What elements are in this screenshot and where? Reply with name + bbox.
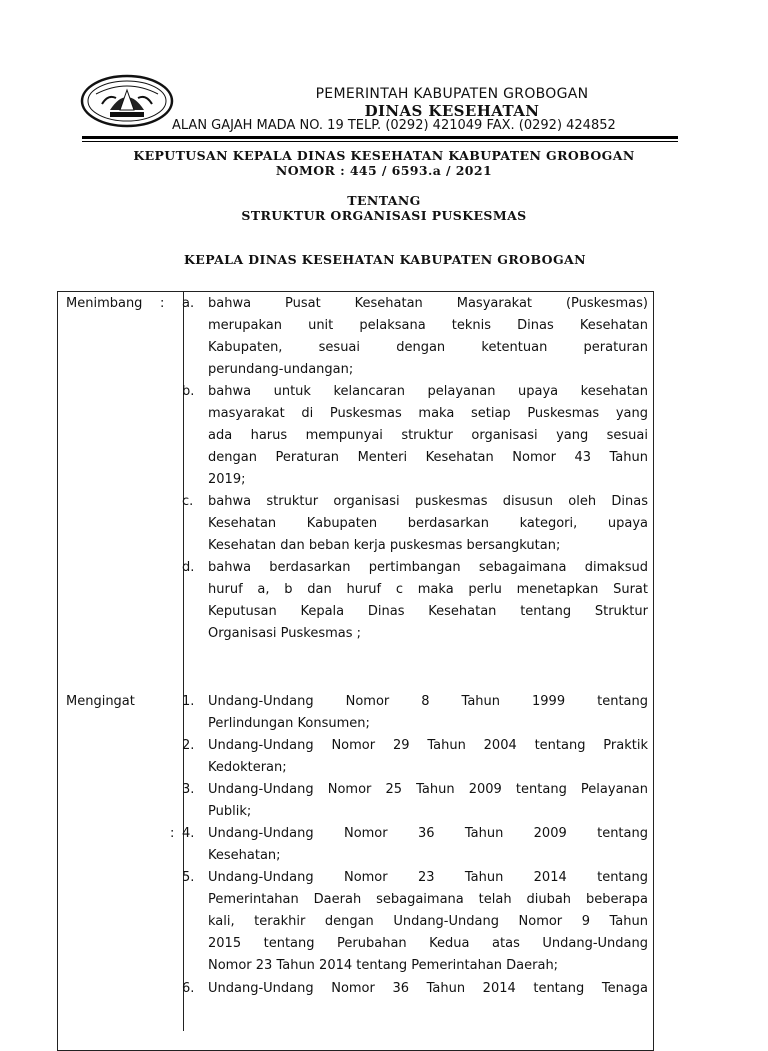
- mengingat-marker: 5.: [182, 870, 195, 885]
- decree-issuer: KEPALA DINAS KESEHATAN KABUPATEN GROBOGAN: [184, 252, 586, 267]
- mengingat-2-line: Kedokteran;: [208, 760, 287, 775]
- mengingat-3-line: Undang-Undang Nomor 25 Tahun 2009 tentang Pelayanan: [208, 782, 648, 797]
- menimbang-c-line: Kesehatan dan beban kerja puskesmas bersangkutan;: [208, 538, 561, 553]
- menimbang-a-line: merupakan unit pelaksana teknis Dinas Kesehatan: [208, 318, 648, 333]
- mengingat-5-line: Nomor 23 Tahun 2014 tentang Pemerintahan Daerah;: [208, 958, 559, 973]
- decree-number: NOMOR : 445 / 6593.a / 2021: [275, 163, 493, 178]
- mengingat-5-line: kali, terakhir dengan Undang-Undang Nomor 9 Tahun: [208, 914, 648, 929]
- letterhead-agency: DINAS KESEHATAN: [364, 102, 540, 120]
- menimbang-a-line: Kabupaten, sesuai dengan ketentuan peraturan: [208, 340, 648, 355]
- menimbang-c-line: bahwa struktur organisasi puskesmas disusun oleh Dinas: [208, 494, 648, 509]
- menimbang-label: Menimbang: [66, 296, 143, 311]
- menimbang-b-line: 2019;: [208, 472, 246, 487]
- mengingat-1-line: Perlindungan Konsumen;: [208, 716, 370, 731]
- menimbang-d-line: Keputusan Kepala Dinas Kesehatan tentang Struktur: [208, 604, 648, 619]
- table-column-divider: [183, 291, 184, 1031]
- menimbang-d-line: Organisasi Puskesmas ;: [208, 626, 362, 641]
- mengingat-2-line: Undang-Undang Nomor 29 Tahun 2004 tentang Praktik: [208, 738, 648, 753]
- decree-title: KEPUTUSAN KEPALA DINAS KESEHATAN KABUPATEN GROBOGAN: [133, 148, 635, 163]
- mengingat-1-line: Undang-Undang Nomor 8 Tahun 1999 tentang: [208, 694, 648, 709]
- mengingat-marker: 1.: [182, 694, 195, 709]
- letterhead-government: PEMERINTAH KABUPATEN GROBOGAN: [315, 86, 589, 102]
- mengingat-4-line: Kesehatan;: [208, 848, 281, 863]
- menimbang-d-line: bahwa berdasarkan pertimbangan sebagaimana dimaksud: [208, 560, 648, 575]
- mengingat-3-line: Publik;: [208, 804, 252, 819]
- menimbang-marker: d.: [182, 560, 195, 575]
- mengingat-marker: 3.: [182, 782, 195, 797]
- decree-about: TENTANG: [347, 193, 421, 208]
- menimbang-marker: b.: [182, 384, 195, 399]
- menimbang-a-line: perundang-undangan;: [208, 362, 354, 377]
- menimbang-marker: c.: [182, 494, 194, 509]
- menimbang-c-line: Kesehatan Kabupaten berdasarkan kategori, upaya: [208, 516, 648, 531]
- mengingat-5-line: Undang-Undang Nomor 23 Tahun 2014 tentang: [208, 870, 648, 885]
- letterhead-rule-thin: [82, 141, 678, 142]
- mengingat-6-line: Undang-Undang Nomor 36 Tahun 2014 tentang Tenaga: [208, 981, 648, 996]
- decree-subject: STRUKTUR ORGANISASI PUSKESMAS: [241, 208, 527, 223]
- grobogan-regency-emblem: [80, 74, 174, 128]
- menimbang-b-line: dengan Peraturan Menteri Kesehatan Nomor 43 Tahun: [208, 450, 648, 465]
- mengingat-marker: 2.: [182, 738, 195, 753]
- menimbang-b-line: bahwa untuk kelancaran pelayanan upaya kesehatan: [208, 384, 648, 399]
- menimbang-b-line: masyarakat di Puskesmas maka setiap Puskesmas yang: [208, 406, 648, 421]
- mengingat-label: Mengingat: [66, 694, 135, 709]
- menimbang-b-line: ada harus mempunyai struktur organisasi yang sesuai: [208, 428, 648, 443]
- mengingat-marker: 4.: [182, 826, 195, 841]
- menimbang-colon: :: [160, 296, 165, 311]
- letterhead-address: ALAN GAJAH MADA NO. 19 TELP. (0292) 421049 FAX. (0292) 424852: [172, 118, 616, 133]
- menimbang-d-line: huruf a, b dan huruf c maka perlu menetapkan Surat: [208, 582, 648, 597]
- letterhead-rule-thick: [82, 136, 678, 139]
- mengingat-5-line: 2015 tentang Perubahan Kedua atas Undang-Undang: [208, 936, 648, 951]
- mengingat-colon: :: [170, 826, 175, 841]
- mengingat-marker: 6.: [182, 981, 195, 996]
- mengingat-4-line: Undang-Undang Nomor 36 Tahun 2009 tentang: [208, 826, 648, 841]
- mengingat-5-line: Pemerintahan Daerah sebagaimana telah diubah beberapa: [208, 892, 648, 907]
- menimbang-marker: a.: [182, 296, 195, 311]
- menimbang-a-line: bahwa Pusat Kesehatan Masyarakat (Puskesmas): [208, 296, 648, 311]
